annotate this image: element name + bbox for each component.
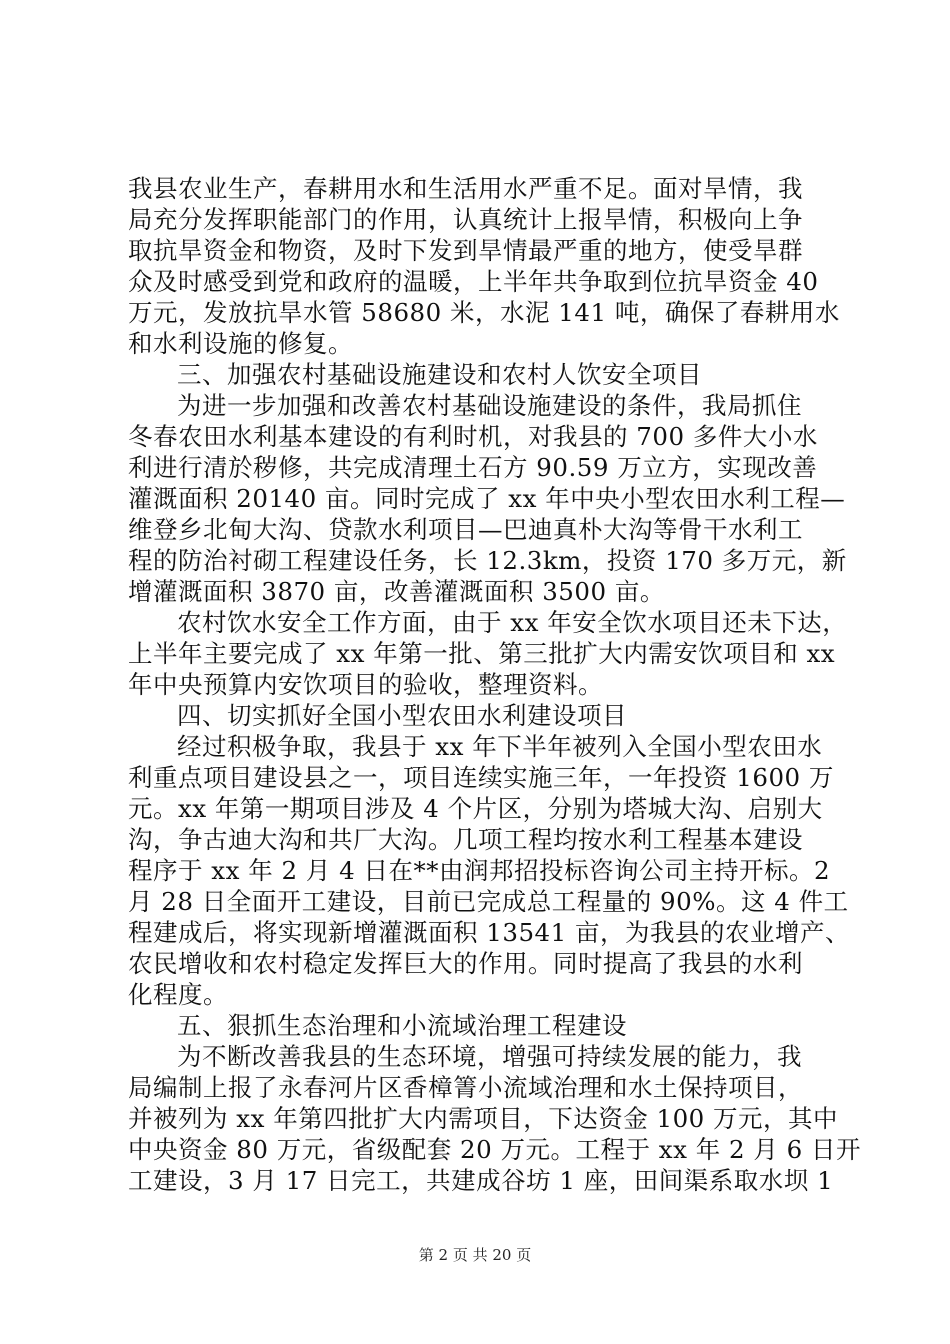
text-line: 增灌溉面积 3870 亩，改善灌溉面积 3500 亩。 xyxy=(128,577,665,606)
text-line: 维登乡北甸大沟、贷款水利项目—巴迪真朴大沟等骨干水利工 xyxy=(128,515,803,544)
page-number-label: 第 2 页 共 20 页 xyxy=(418,1246,532,1264)
text-line: 农民增收和农村稳定发挥巨大的作用。同时提高了我县的水利 xyxy=(128,949,803,978)
text-line: 经过积极争取，我县于 xx 年下半年被列入全国小型农田水 xyxy=(177,732,823,761)
text-line: 沟，争古迪大沟和共厂大沟。几项工程均按水利工程基本建设 xyxy=(128,825,803,854)
text-line: 工建设，3 月 17 日完工，共建成谷坊 1 座，田间渠系取水坝 1 xyxy=(128,1166,834,1195)
text-line: 为进一步加强和改善农村基础设施建设的条件，我局抓住 xyxy=(177,391,802,420)
text-line: 四、切实抓好全国小型农田水利建设项目 xyxy=(177,701,627,730)
text-line: 冬春农田水利基本建设的有利时机，对我县的 700 多件大小水 xyxy=(128,422,818,451)
text-line: 化程度。 xyxy=(128,980,228,1009)
text-line: 利进行清於秽修，共完成清理土石方 90.59 万立方，实现改善 xyxy=(128,453,818,482)
text-line: 程的防治衬砌工程建设任务，长 12.3km，投资 170 多万元，新 xyxy=(128,546,847,575)
document-body xyxy=(128,173,862,1196)
text-line: 五、狠抓生态治理和小流域治理工程建设 xyxy=(177,1011,627,1040)
text-line: 程序于 xx 年 2 月 4 日在**由润邦招投标咨询公司主持开标。2 xyxy=(128,856,831,885)
text-line: 取抗旱资金和物资，及时下发到旱情最严重的地方，使受旱群 xyxy=(128,236,803,265)
text-line: 元。xx 年第一期项目涉及 4 个片区，分别为塔城大沟、启别大 xyxy=(128,794,823,823)
text-line: 众及时感受到党和政府的温暖，上半年共争取到位抗旱资金 40 xyxy=(128,267,819,296)
text-line: 利重点项目建设县之一，项目连续实施三年，一年投资 1600 万 xyxy=(128,763,834,792)
text-line: 为不断改善我县的生态环境，增强可持续发展的能力，我 xyxy=(177,1042,802,1071)
text-line: 月 28 日全面开工建设，目前已完成总工程量的 90%。这 4 件工 xyxy=(128,887,849,916)
text-line: 年中央预算内安饮项目的验收，整理资料。 xyxy=(128,670,603,699)
text-line: 灌溉面积 20140 亩。同时完成了 xx 年中央小型农田水利工程— xyxy=(128,484,846,513)
text-line: 上半年主要完成了 xx 年第一批、第三批扩大内需安饮项目和 xx xyxy=(128,639,836,668)
text-line: 万元，发放抗旱水管 58680 米，水泥 141 吨，确保了春耕用水 xyxy=(128,298,840,327)
text-line: 中央资金 80 万元，省级配套 20 万元。工程于 xx 年 2 月 6 日开 xyxy=(128,1135,862,1164)
text-line: 农村饮水安全工作方面，由于 xx 年安全饮水项目还未下达， xyxy=(177,608,848,637)
text-line: 和水利设施的修复。 xyxy=(128,329,353,358)
text-line: 我县农业生产，春耕用水和生活用水严重不足。面对旱情，我 xyxy=(128,174,803,203)
text-line: 程建成后，将实现新增灌溉面积 13541 亩，为我县的农业增产、 xyxy=(128,918,851,947)
text-line: 并被列为 xx 年第四批扩大内需项目，下达资金 100 万元，其中 xyxy=(128,1104,839,1133)
page-footer xyxy=(0,1244,950,1265)
text-line: 三、加强农村基础设施建设和农村人饮安全项目 xyxy=(177,360,702,389)
text-line: 局编制上报了永春河片区香樟箐小流域治理和水土保持项目， xyxy=(128,1073,803,1102)
text-line: 局充分发挥职能部门的作用，认真统计上报旱情，积极向上争 xyxy=(128,205,803,234)
